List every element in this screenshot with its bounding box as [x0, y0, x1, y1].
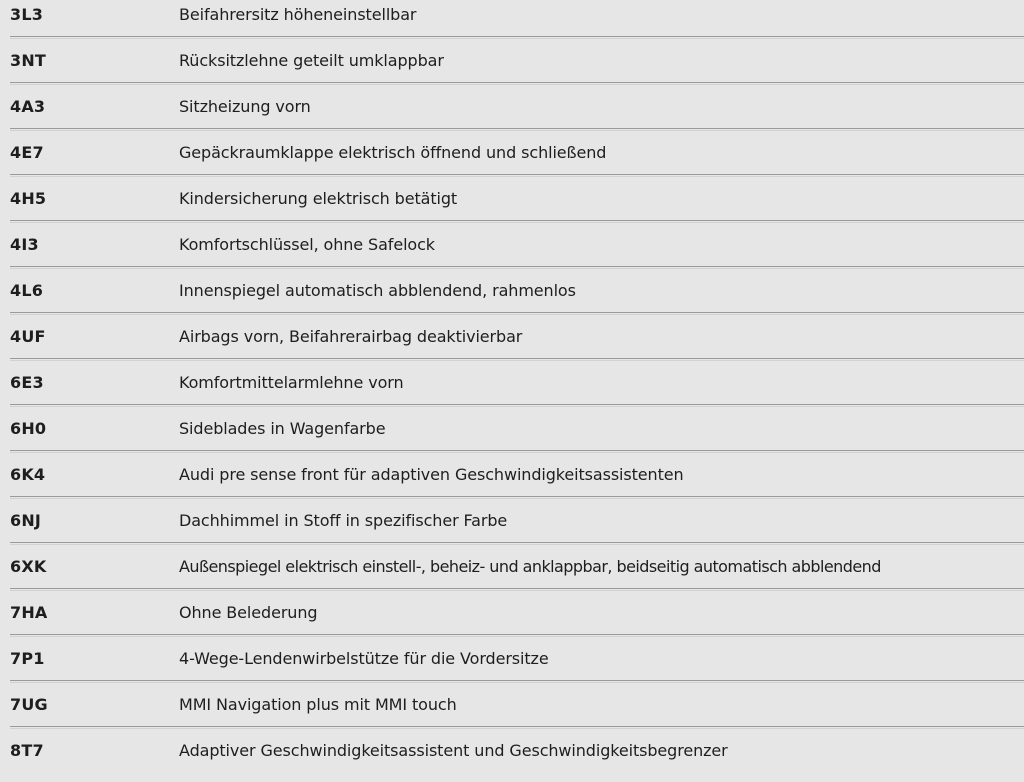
- option-description: Audi pre sense front für adaptiven Geschwindigkeitsassistenten: [179, 465, 684, 484]
- option-code: 4A3: [10, 97, 46, 116]
- row-divider: [10, 588, 1024, 591]
- row-divider: [10, 726, 1024, 729]
- table-row: [0, 506, 1024, 552]
- option-code: 4I3: [10, 235, 39, 254]
- option-code: 4H5: [10, 189, 47, 208]
- option-description: Außenspiegel elektrisch einstell-, beheiz- und anklappbar, beidseitig automatisch abblendend: [179, 557, 881, 576]
- option-description: Innenspiegel automatisch abblendend, rahmenlos: [179, 281, 576, 300]
- row-divider: [10, 266, 1024, 269]
- option-description: Adaptiver Geschwindigkeitsassistent und Geschwindigkeitsbegrenzer: [179, 741, 728, 760]
- table-row: [0, 690, 1024, 736]
- option-description: Gepäckraumklappe elektrisch öffnend und schließend: [179, 143, 607, 162]
- row-divider: [10, 82, 1024, 85]
- option-code: 3L3: [10, 5, 44, 24]
- row-divider: [10, 312, 1024, 315]
- table-row: [0, 414, 1024, 460]
- option-code: 3NT: [10, 51, 47, 70]
- option-description: Komfortschlüssel, ohne Safelock: [179, 235, 435, 254]
- row-divider: [10, 450, 1024, 453]
- option-description: Rücksitzlehne geteilt umklappbar: [179, 51, 444, 70]
- option-code: 4UF: [10, 327, 46, 346]
- table-row: [0, 0, 1024, 46]
- option-description: 4-Wege-Lendenwirbelstütze für die Vordersitze: [179, 649, 549, 668]
- row-divider: [10, 128, 1024, 131]
- table-row: [0, 184, 1024, 230]
- table-row: [0, 368, 1024, 414]
- option-code: 7P1: [10, 649, 45, 668]
- option-description: Dachhimmel in Stoff in spezifischer Farbe: [179, 511, 508, 530]
- row-divider: [10, 404, 1024, 407]
- option-description: Airbags vorn, Beifahrerairbag deaktivierbar: [179, 327, 523, 346]
- option-code: 4E7: [10, 143, 44, 162]
- row-divider: [10, 358, 1024, 361]
- row-divider: [10, 680, 1024, 683]
- table-row: [0, 138, 1024, 184]
- table-row: [0, 322, 1024, 368]
- table-row: [0, 92, 1024, 138]
- option-code: 6NJ: [10, 511, 42, 530]
- option-code: 7HA: [10, 603, 48, 622]
- option-description: Ohne Belederung: [179, 603, 318, 622]
- option-description: Kindersicherung elektrisch betätigt: [179, 189, 458, 208]
- option-code: 6K4: [10, 465, 46, 484]
- option-description: Komfortmittelarmlehne vorn: [179, 373, 404, 392]
- option-description: Sideblades in Wagenfarbe: [179, 419, 386, 438]
- row-divider: [10, 496, 1024, 499]
- table-row: [0, 460, 1024, 506]
- option-code: 4L6: [10, 281, 44, 300]
- option-code: 7UG: [10, 695, 48, 714]
- row-divider: [10, 174, 1024, 177]
- row-divider: [10, 634, 1024, 637]
- table-row: [0, 230, 1024, 276]
- table-row: [0, 644, 1024, 690]
- option-description: MMI Navigation plus mit MMI touch: [179, 695, 457, 714]
- row-divider: [10, 220, 1024, 223]
- table-row: [0, 598, 1024, 644]
- table-row: [0, 736, 1024, 782]
- row-divider: [10, 36, 1024, 39]
- option-description: Sitzheizung vorn: [179, 97, 311, 116]
- option-code: 8T7: [10, 741, 44, 760]
- option-code: 6E3: [10, 373, 44, 392]
- table-row: [0, 276, 1024, 322]
- option-code: 6XK: [10, 557, 47, 576]
- table-row: [0, 552, 1024, 598]
- option-code: 6H0: [10, 419, 47, 438]
- row-divider: [10, 542, 1024, 545]
- option-description: Beifahrersitz höheneinstellbar: [179, 5, 417, 24]
- table-row: [0, 46, 1024, 92]
